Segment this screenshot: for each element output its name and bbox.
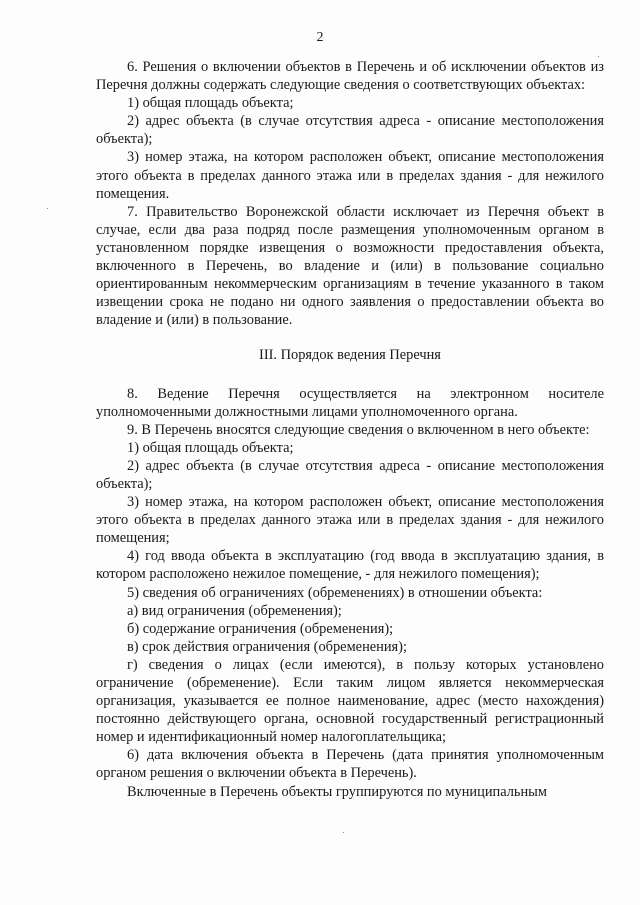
paragraph-6-item-2: 2) адрес объекта (в случае отсутствия адреса - описание местоположения объекта); — [96, 113, 604, 148]
paragraph-9-item-6: 6) дата включения объекта в Перечень (дата принятия уполномоченным органом решения о включении объекта в Перечень). — [96, 747, 604, 782]
document-body — [96, 58, 604, 801]
paragraph-9-intro: 9. В Перечень вносятся следующие сведения о включенном в него объекте: — [127, 421, 590, 438]
paragraph-9-item-5a: а) вид ограничения (обременения); — [127, 602, 342, 619]
scan-speck — [47, 208, 48, 209]
paragraph-9-item-4: 4) год ввода объекта в эксплуатацию (год ввода в эксплуатацию здания, в котором расположено нежилое помещение, - для нежилого помещения); — [96, 548, 604, 583]
paragraph-6-intro: 6. Решения о включении объектов в Перечень и об исключении объектов из Перечня должны содержать следующие сведения о соответствующих объектах: — [96, 59, 604, 94]
paragraph-9-item-2: 2) адрес объекта (в случае отсутствия адреса - описание местоположения объекта); — [96, 457, 604, 492]
paragraph-9-item-3: 3) номер этажа, на котором расположен объект, описание местоположения этого объекта в пределах данного этажа или в пределах здания - для нежилого помещения; — [96, 494, 604, 547]
paragraph-9-item-5v: в) срок действия ограничения (обременения); — [127, 638, 407, 655]
paragraph-6-item-3: 3) номер этажа, на котором расположен объект, описание местоположения этого объекта в пределах данного этажа или в пределах здания - для нежилого помещения. — [96, 149, 604, 202]
section-heading-iii: III. Порядок ведения Перечня — [259, 347, 441, 364]
page-number: 2 — [316, 30, 324, 45]
paragraph-7: 7. Правительство Воронежской области исключает из Перечня объект в случае, если два раза подряд после размещения уполномоченным органом в установленном порядке извещения о возможности предоставления объекта, включенного в Перечень, во владение и (или) в пользование социально ориентированным некоммерческим организациям в течение указанного в таком извещении срока не подано ни одного заявления о предоставлении объекта во владение и (или) в пользование. — [96, 203, 604, 329]
paragraph-9-item-5: 5) сведения об ограничениях (обременениях) в отношении объекта: — [127, 584, 543, 601]
paragraph-9-item-5g: г) сведения о лицах (если имеются), в пользу которых установлено ограничение (обременение). Если таким лицом является некоммерческая организация, указывается ее полное наименование, адрес (место нахождения) постоянно действующего органа, основной государственный регистрационный номер и идентификационный номер налогоплательщика; — [96, 656, 604, 746]
paragraph-grouping: Включенные в Перечень объекты группируются по муниципальным — [127, 783, 547, 800]
scan-speck — [598, 56, 599, 57]
paragraph-9-item-5b: б) содержание ограничения (обременения); — [127, 620, 394, 637]
paragraph-9-item-1: 1) общая площадь объекта; — [127, 439, 294, 456]
paragraph-6-item-1: 1) общая площадь объекта; — [127, 95, 294, 112]
paragraph-8: 8. Ведение Перечня осуществляется на электронном носителе уполномоченными должностными лицами уполномоченного органа. — [96, 385, 604, 420]
scan-speck — [343, 832, 344, 833]
